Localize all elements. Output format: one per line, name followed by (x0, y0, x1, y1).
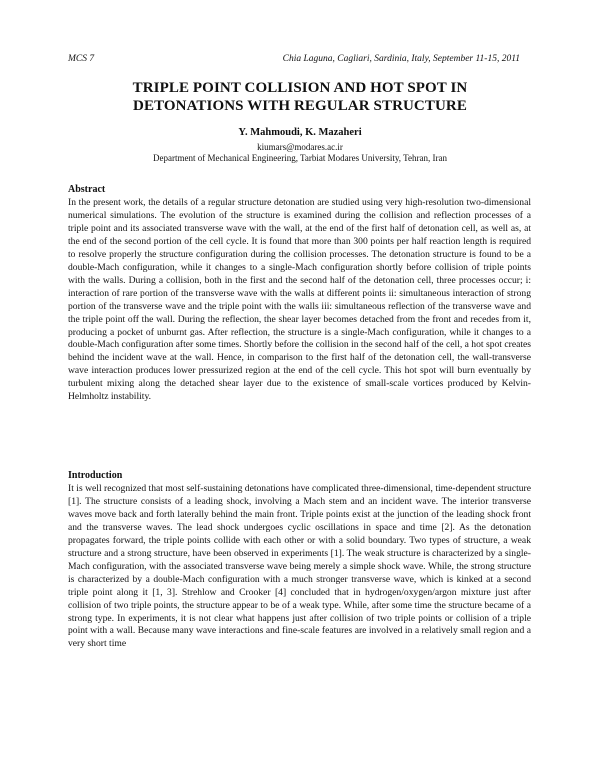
abstract-heading: Abstract (68, 184, 106, 195)
introduction-heading: Introduction (68, 470, 123, 481)
header-left: MCS 7 (68, 54, 95, 64)
authors: Y. Mahmoudi, K. Mazaheri (238, 127, 362, 138)
title-line-1: TRIPLE POINT COLLISION AND HOT SPOT IN (132, 80, 468, 96)
paper-title (0, 79, 600, 115)
running-header (68, 54, 520, 64)
title-line-2: DETONATIONS WITH REGULAR STRUCTURE (133, 98, 467, 114)
affiliation: Department of Mechanical Engineering, Tarbiat Modares University, Tehran, Iran (153, 153, 447, 163)
author-email: kiumars@modares.ac.ir (257, 142, 343, 152)
introduction-text: It is well recognized that most self-sustaining detonations have complicated three-dimensional, time-dependent structure [1]. The structure consists of a leading shock, involving a Mach stem and an incident wave. The interior transverse waves move back and forth laterally behind the main front. Triple points exist at the junction of the leading shock front and the transverse waves. The lead shock undergoes cyclic oscillations in space and time [2]. As the detonation propagates forward, the triple points collide with each other or with a solid boundary. Two types of structure, a weak structure and a strong structure, have been observed in experiments [1]. The weak structure is characterized by a single-Mach configuration, with the associated transverse wave being merely a simple shock wave. While, the strong structure is characterized by a double-Mach configuration with a much stronger transverse wave, which is kinked at a second triple point along it [1, 3]. Strehlow and Crooker [4] concluded that in hydrogen/oxygen/argon mixture just after collision of two triple points, the structure appear to be of a weak type. While, after some time the structure became of a strong type. In experiments, it is not clear what happens just after collision of two triple points or collision of a triple point with a wall. Because many wave interactions and fine-scale features are involved in a relatively small region and a very short time (68, 483, 531, 650)
abstract-text: In the present work, the details of a regular structure detonation are studied using very high-resolution two-dimensional numerical simulations. The evolution of the structure is examined during the collision and reflection processes of a triple point and its associated transverse wave with the wall, at the end of the first half of detonation cell, as well as, at the end of the second portion of the cell cycle. It is found that more than 300 points per half reaction length is required to resolve properly the structure configuration during the collision processes. The detonation structure is found to be a double-Mach configuration, while it changes to a single-Mach configuration shortly before collision of triple points with the walls. During a collision, both in the first and the second half of the detonation cell, three processes occur; i: interaction of rare portion of the transverse wave with the walls at different points ii: simultaneous interaction of strong portion of the transverse wave and the triple point with the walls iii: simultaneous reflection of the transverse wave and the triple point off the wall. During the reflection, the shear layer becomes detached from the front and recedes from it, producing a pocket of unburnt gas. After reflection, the structure is a single-Mach configuration, while it changes to a double-Mach configuration after some times. Shortly before the collision in the second half of the cell, a hot spot creates behind the incident wave at the wall. Hence, in comparison to the first half of the detonation cell, the wall-transverse wave interaction produces lower pressurized region at the end of the cell cycle. This hot spot will burn eventually by turbulent mixing along the detached shear layer due to the existence of small-scale vortices produced by Kelvin-Helmholtz instability. (68, 197, 531, 403)
header-right: Chia Laguna, Cagliari, Sardinia, Italy, September 11-15, 2011 (282, 54, 520, 64)
